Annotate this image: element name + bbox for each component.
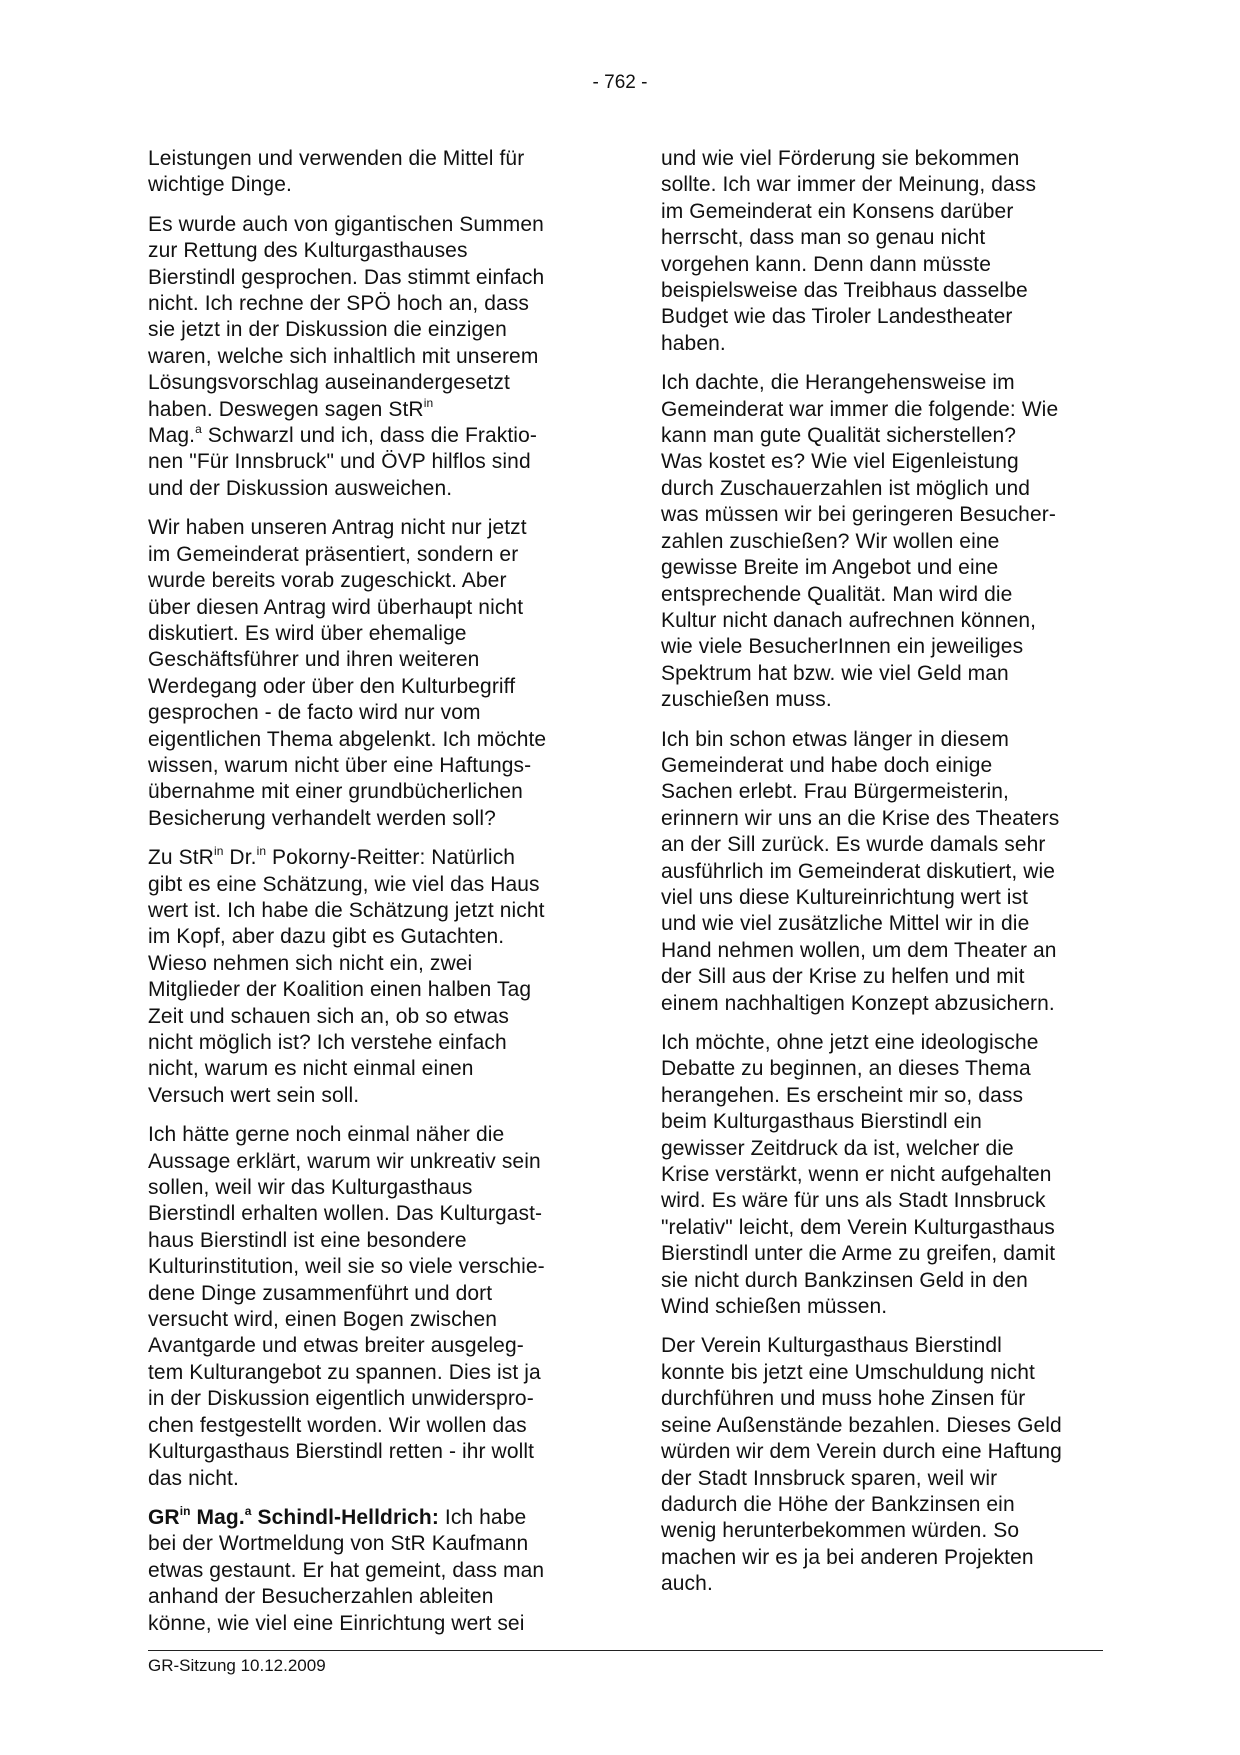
paragraph: Ich dachte, die Herangehensweise im Gemeinderat war immer die folgende: Wie kann man gute Qualität sicherstellen? Was kostet es? Wie viel Eigenleistung durch Zuschauerzahlen ist möglich und was müssen wir bei geringeren Besucher- zahlen zuschießen? Wir wollen eine gewisse Breite im Angebot und eine entsprechende Qualität. Man wird die Kultur nicht danach aufrechnen können, wie viele BesucherInnen ein jeweiliges Spektrum hat bzw. wie viel Geld man zuschießen muss. <box>661 371 1059 712</box>
left-column <box>148 146 600 1650</box>
speaker-name: $GR^{in}$ Mag.$^a$ Schindl-Helldrich: <box>148 1503 439 1529</box>
footer-session-label: GR-Sitzung 10.12.2009 <box>148 1656 326 1675</box>
paragraph: Leistungen und verwenden die Mittel für wichtige Dinge. <box>148 147 525 197</box>
paragraph: Wir haben unseren Antrag nicht nur jetzt im Gemeinderat präsentiert, sondern er wurde bereits vorab zugeschickt. Aber über diesen Antrag wird überhaupt nicht diskutiert. Es wird über ehemalige Geschäftsführer und ihren weiteren Werdegang oder über den Kulturbegriff gesprochen - de facto wird nur vom eigentlichen Thema abgelenkt. Ich möchte wissen, warum nicht über eine Haftungs- übernahme mit einer grundbücherlichen Besicherung verhandelt werden soll? <box>148 516 547 830</box>
speaker-paragraph: $GR^{in}$ Mag.$^a$ Schindl-Helldrich: Ich habe bei der Wortmeldung von StR Kaufmann etwas gestaunt. Er hat gemeint, dass man anhand der Besucherzahlen ableiten könne, wie viel eine Einrichtung wert sei <box>148 1503 545 1635</box>
paragraph: Ich möchte, ohne jetzt eine ideologische Debatte zu beginnen, an dieses Thema herangehen. Es erscheint mir so, dass beim Kulturgasthaus Bierstindl ein gewisser Zeitdruck da ist, welcher die Krise verstärkt, wenn er nicht aufgehalten wird. Es wäre für uns als Stadt Innsbruck "relativ" leicht, dem Verein Kulturgasthaus Bierstindl unter die Arme zu greifen, damit sie nicht durch Bankzinsen Geld in den Wind schießen müssen. <box>661 1031 1056 1319</box>
footer-divider <box>148 1650 1103 1651</box>
paragraph: und wie viel Förderung sie bekommen sollte. Ich war immer der Meinung, dass im Gemeinderat ein Konsens darüber herrscht, dass man so genau nicht vorgehen kann. Denn dann müsste beispielsweise das Treibhaus dasselbe Budget wie das Tiroler Landestheater haben. <box>661 147 1037 355</box>
paragraph: Es wurde auch von gigantischen Summen zur Rettung des Kulturgasthauses Bierstindl gesprochen. Das stimmt einfach nicht. Ich rechne der SPÖ hoch an, dass sie jetzt in der Diskussion die einzigen waren, welche sich inhaltlich mit unserem Lösungsvorschlag auseinandergesetzt haben. Deswegen sagen StR$^{in}$ Mag.$^a$ Schwarzl und ich, dass die Fraktio- nen "Für Innsbruck" und ÖVP hilflos sind und der Diskussion ausweichen. <box>148 212 545 500</box>
paragraph: Der Verein Kulturgasthaus Bierstindl konnte bis jetzt eine Umschuldung nicht durchführen und muss hohe Zinsen für seine Außenstände bezahlen. Dieses Geld würden wir dem Verein durch eine Haftung der Stadt Innsbruck sparen, weil wir dadurch die Höhe der Bankzinsen ein wenig herunterbekommen würden. So machen wir es ja bei anderen Projekten auch. <box>661 1334 1062 1596</box>
paragraph: Ich hätte gerne noch einmal näher die Aussage erklärt, warum wir unkreativ sein sollen, weil wir das Kulturgasthaus Bierstindl erhalten wollen. Das Kulturgast- haus Bierstindl ist eine besondere Kulturinstitution, weil sie so viele verschie- dene Dinge zusammenführt und dort versucht wird, einen Bogen zwischen Avantgarde und etwas breiter ausgeleg- tem Kulturangebot zu spannen. Dies ist ja in der Diskussion eigentlich unwiderspro- chen festgestellt worden. Wir wollen das Kulturgasthaus Bierstindl retten - ihr wollt das nicht. <box>148 1123 545 1490</box>
paragraph: Ich bin schon etwas länger in diesem Gemeinderat und habe doch einige Sachen erlebt. Frau Bürgermeisterin, erinnern wir uns an die Krise des Theaters an der Sill zurück. Es wurde damals sehr ausführlich im Gemeinderat diskutiert, wie viel uns diese Kultureinrichtung wert ist und wie viel zusätzliche Mittel wir in die Hand nehmen wollen, um dem Theater an der Sill aus der Krise zu helfen und mit einem nachhaltigen Konzept abzusichern. <box>661 727 1060 1015</box>
paragraph: Zu StR$^{in}$ Dr.$^{in}$ Pokorny-Reitter: Natürlich gibt es eine Schätzung, wie viel das Haus wert ist. Ich habe die Schätzung jetzt nicht im Kopf, aber dazu gibt es Gutachten. Wieso nehmen sich nicht ein, zwei Mitglieder der Koalition einen halben Tag Zeit und schauen sich an, ob so etwas nicht möglich ist? Ich verstehe einfach nicht, warum es nicht einmal einen Versuch wert sein soll. <box>148 844 545 1107</box>
right-column <box>661 146 1113 1611</box>
page-number: - 762 - <box>592 72 648 93</box>
